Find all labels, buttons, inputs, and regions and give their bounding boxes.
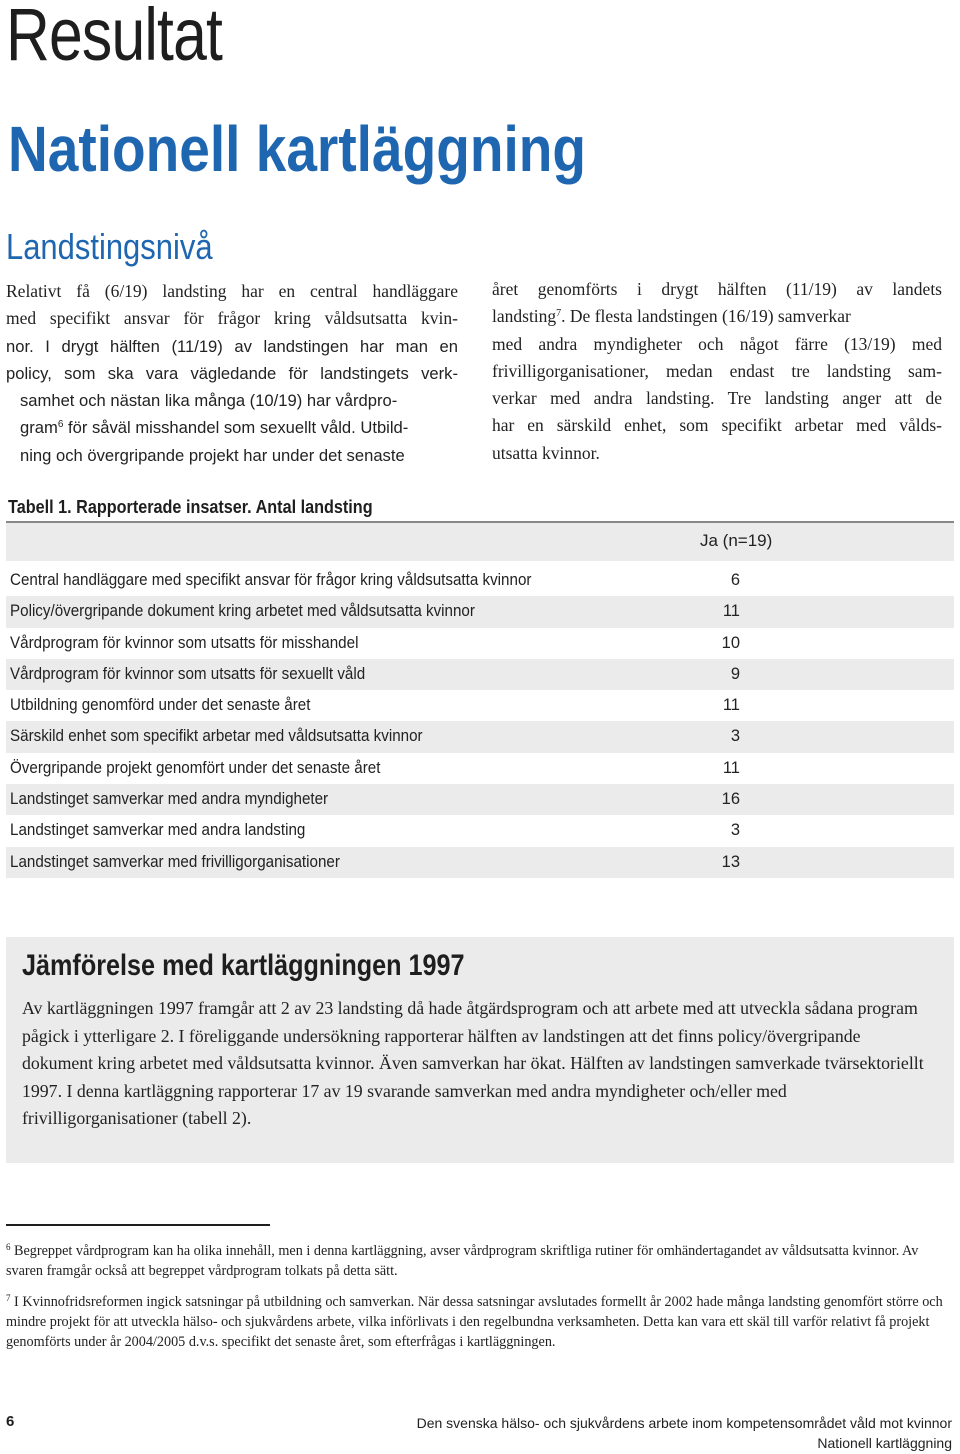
row-label: Policy/övergripande dokument kring arbetet med våldsutsatta kvinnor <box>10 602 475 621</box>
row-label: Övergripande projekt genomfört under det senaste året <box>10 758 381 777</box>
footnote-ref-6[interactable]: 6 <box>57 419 64 431</box>
table-header <box>6 521 954 561</box>
intro-line: samhet och nästan lika många (10/19) har vårdpro- <box>20 391 398 411</box>
table-row <box>6 690 954 721</box>
row-label: Landstinget samverkar med andra myndigheter <box>10 790 329 809</box>
intro-right-column <box>492 276 942 467</box>
footer-section: Nationell kartläggning <box>817 1435 952 1451</box>
footnote-text: Begreppet vårdprogram kan ha olika innehåll, men i denna kartläggning, avser vårdprogram skriftliga rutiner för omhändertagandet av våldsutsatta kvinnor. Av svaren framgår också att begreppet vårdprogram tolkats på detta sätt. <box>6 1243 919 1279</box>
table-row <box>6 847 954 878</box>
footnote-number: 6 <box>6 1242 11 1252</box>
table-row <box>6 628 954 659</box>
row-value: 6 <box>730 571 740 589</box>
footnote-6 <box>6 1241 946 1281</box>
row-value: 11 <box>722 758 740 777</box>
column-header-yes: Ja (n=19) <box>700 531 773 550</box>
row-label: Central handläggare med specifikt ansvar för frågor kring våldsutsatta kvinnor <box>10 571 532 589</box>
footnote-text: I Kvinnofridsreformen ingick satsningar på utbildning och samverkan. När dessa satsningar avslutades formellt år 2002 hade många landsting genomfört större och mindre projekt för att utveckla hälso- och sjukvårdens arbete, vilka införlivats i den regelbundna verksamheten. Detta kan vara ett skäl till varför relativt få projekt genomförts under år 2004/2005 d.v.s. specifikt det senaste året, som efterfrågas i kartläggningen. <box>6 1294 943 1350</box>
row-value: 16 <box>721 790 740 809</box>
row-label: Landstinget samverkar med frivilligorganisationer <box>10 852 340 871</box>
row-value: 3 <box>730 821 740 840</box>
comparison-box <box>6 937 954 1163</box>
intro-line-rest: . De flesta landstingen (16/19) samverkar <box>561 306 851 327</box>
table-row <box>6 659 954 690</box>
intro-line: med specifikt ansvar för frågor kring våldsutsatta kvin- <box>6 308 458 329</box>
intro-line-prefix: landsting <box>492 306 557 327</box>
footnote-number: 7 <box>6 1293 11 1303</box>
table-row <box>6 815 954 846</box>
row-label: Vårdprogram för kvinnor som utsatts för sexuellt våld <box>10 664 366 683</box>
row-value: 11 <box>722 696 740 715</box>
row-value: 10 <box>721 633 740 652</box>
footnote-7 <box>6 1292 946 1352</box>
intro-line: ning och övergripande projekt har under det senaste <box>20 445 405 465</box>
comparison-title: Jämförelse med kartläggningen 1997 <box>22 949 465 982</box>
intro-line: Relativt få (6/19) landsting har en central handläggare <box>6 281 458 301</box>
intro-line-prefix: gram <box>20 418 58 438</box>
row-value: 11 <box>722 602 740 621</box>
intro-line: utsatta kvinnor. <box>492 442 600 463</box>
chapter-heading: Resultat <box>6 0 223 76</box>
page-number: 6 <box>6 1413 15 1430</box>
table-row <box>6 753 954 784</box>
intro-line-rest: för såväl misshandel som sexuellt våld. Utbild- <box>68 418 409 438</box>
running-footer <box>417 1413 952 1453</box>
intro-line <box>492 303 942 330</box>
table-body <box>6 565 954 878</box>
intro-line: året genomförts i drygt hälften (11/19) av landets <box>492 279 942 299</box>
comparison-text: Av kartläggningen 1997 framgår att 2 av 23 landsting då hade åtgärdsprogram och att arbete med att utveckla sådana program pågick i ytterligare 2. I föreliggande undersökning rapporterar hälften av landstingen att det finns policy/övergripande dokument kring arbetet med våldsutsatta kvinnor. Även samverkan har ökat. Hälften av landstingen samverkade tvärsektoriellt 1997. I denna kartläggning rapporterar 17 av 19 svarande samverkan med andra myndigheter och/eller med frivilligorganisationer (tabell 2). <box>22 998 924 1129</box>
intro-line <box>6 414 458 441</box>
row-label: Utbildning genomförd under det senaste året <box>10 696 311 715</box>
footnote-divider <box>6 1224 270 1226</box>
intro-line: med andra myndigheter och något färre (13/19) med <box>492 333 942 354</box>
intro-line: frivilligorganisationer, medan endast tre landsting sam- <box>492 360 942 381</box>
intro-line: nor. I drygt hälften (11/19) av landstingen har man en <box>6 336 458 356</box>
row-value: 13 <box>721 852 740 871</box>
table-caption: Tabell 1. Rapporterade insatser. Antal landsting <box>8 497 373 517</box>
table-row <box>6 784 954 815</box>
intro-line: har en särskild enhet, som specifikt arbetar med vålds- <box>492 415 942 436</box>
intro-line: verkar med andra landsting. Tre landsting anger att de <box>492 388 942 409</box>
intro-line: policy, som ska vara vägledande för landstingets verk- <box>6 363 458 383</box>
footnote-ref-7[interactable]: 7 <box>556 308 562 320</box>
results-table <box>6 521 954 878</box>
table-row <box>6 721 954 752</box>
footer-publication: Den svenska hälso- och sjukvårdens arbete inom kompetensområdet våld mot kvinnor <box>416 1415 952 1431</box>
page-title: Nationell kartläggning <box>8 113 586 185</box>
row-value: 9 <box>730 664 740 683</box>
row-value: 3 <box>730 727 740 746</box>
row-label: Vårdprogram för kvinnor som utsatts för misshandel <box>10 633 359 652</box>
table-row <box>6 565 954 596</box>
intro-left-column <box>6 278 458 469</box>
section-subtitle: Landstingsnivå <box>6 226 213 267</box>
table-row <box>6 596 954 627</box>
row-label: Landstinget samverkar med andra landsting <box>10 821 306 840</box>
row-label: Särskild enhet som specifikt arbetar med våldsutsatta kvinnor <box>10 727 423 746</box>
